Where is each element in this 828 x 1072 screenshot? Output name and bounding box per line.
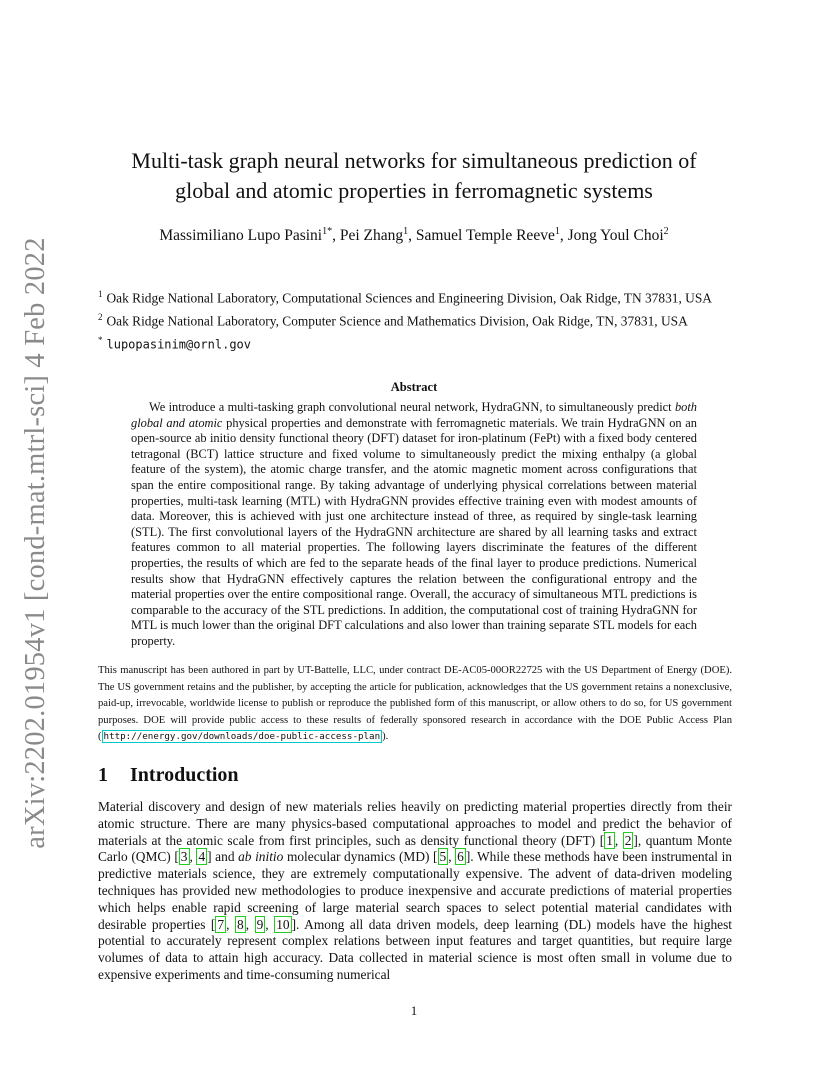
- citation-link[interactable]: 3: [180, 849, 188, 865]
- affiliation-1: [98, 286, 732, 307]
- title-line-2: global and atomic properties in ferromagnetic systems: [175, 178, 653, 203]
- author-name: Jong Youl Choi: [567, 227, 664, 245]
- body-text: ,: [245, 916, 255, 932]
- body-text: ], quantum Monte Carlo (QMC) [: [98, 832, 732, 865]
- author-affil-mark[interactable]: 1: [554, 226, 560, 237]
- affiliation-2: [98, 309, 732, 330]
- body-emphasis: ab initio: [238, 849, 284, 865]
- author-name: Pei Zhang: [339, 227, 404, 245]
- abstract-text: We introduce a multi-tasking graph convolutional neural network, HydraGNN, to simultaneously predict: [149, 400, 675, 414]
- citation-link[interactable]: 4: [198, 849, 206, 865]
- body-text: ] and: [207, 849, 239, 865]
- abstract-emphasis: both global and atomic: [131, 400, 697, 430]
- doe-notice: [98, 663, 732, 746]
- citation-link[interactable]: 10: [276, 916, 290, 932]
- introduction-paragraph: [98, 799, 732, 984]
- email-address[interactable]: lupopasinim@ornl.gov: [106, 337, 251, 352]
- citation-link[interactable]: 5: [439, 849, 447, 865]
- citation-link[interactable]: 8: [237, 916, 244, 932]
- body-text: ,: [189, 849, 197, 865]
- corresponding-author: [98, 332, 732, 353]
- author-separator: ,: [559, 227, 568, 245]
- author-separator: ,: [332, 227, 340, 245]
- section-number: 1: [98, 764, 108, 786]
- affiliation-text: Oak Ridge National Laboratory, Computer Science and Mathematics Division, Oak Ridge, TN, 37831, USA: [106, 313, 688, 329]
- author-affil-mark[interactable]: 1: [403, 226, 409, 237]
- author-affil-mark[interactable]: 2: [663, 226, 669, 237]
- title-line-1: Multi-task graph neural networks for simultaneous prediction of: [131, 148, 697, 173]
- doe-access-plan-link[interactable]: http://energy.gov/downloads/doe-public-access-plan: [103, 731, 381, 743]
- notice-text: This manuscript has been authored in part by UT-Battelle, LLC, under contract DE-AC05-00OR22725 with the US Department of Energy (DOE). The US government retains and the publisher, by accepting the article for publication, acknowledges that the US government retains a nonexclusive, paid-up, irrevocable, worldwide license to publish or reproduce the published form of this manuscript, or allow others to do so, for US government purposes. DOE will provide public access to these results of federally sponsored research in accordance with the DOE Public Access Plan (: [98, 665, 732, 743]
- body-text: ]. Among all data driven models, deep learning (DL) models have the highest potential to accurately represent complex relations between input features and target quantities, but require large volumes of data to attain high accuracy. Data collected in material science is most often small in volume due to expensive experiments and time-consuming numerical: [98, 916, 733, 982]
- citation-link[interactable]: 1: [606, 832, 613, 848]
- citation-link[interactable]: 2: [624, 832, 632, 848]
- body-text: ,: [226, 916, 235, 932]
- arxiv-identifier[interactable]: arXiv:2202.01954v1 [cond-mat.mtrl-sci] 4 Feb 2022: [20, 237, 51, 849]
- abstract-text: physical properties and demonstrate with ferromagnetic materials. We train HydraGNN on an open-source ab initio density functional theory (DFT) dataset for iron-platinum (FePt) with a fixed body centered tetragonal (BCT) lattice structure and fixed volume to simultaneously predict the mixing enthalpy (a global feature of the system), the atomic charge transfer, and the atomic magnetic moment across configurations that span the entire compositional range. By taking advantage of underlying physical correlations between material properties, multi-task learning (MTL) with HydraGNN provides effective training even with modest amounts of data. Moreover, this is achieved with just one architecture instead of three, as required by single-task learning (STL). The first convolutional layers of the HydraGNN architecture are shared by all learning tasks and extract features common to all material properties. The following layers discriminate the features of the different properties, the results of which are fed to the separate heads of the final layer to produce predictions. Numerical results show that HydraGNN effectively captures the relation between the configurational entropy and the material properties over the entire compositional range. Overall, the accuracy of simultaneous MTL predictions is comparable to the accuracy of the STL predictions. In addition, the computational cost of training HydraGNN for MTL is much lower than the original DFT calculations and also lower than training separate STL models for each property.: [131, 415, 698, 648]
- page-number: 1: [410, 1003, 418, 1018]
- citation-link[interactable]: 7: [217, 916, 225, 932]
- affiliation-mark: 2: [98, 311, 103, 322]
- body-text: Material discovery and design of new materials relies heavily on predicting material properties directly from their atomic structure. There are many physics-based computational approaches to model and predict the behavior of materials at the atomic scale from first principles, such as density functional theory (DFT) [: [98, 799, 732, 848]
- author-affil-mark: 1*: [322, 226, 333, 237]
- citation-link[interactable]: 6: [457, 849, 464, 865]
- arxiv-stamp: [16, 237, 56, 849]
- body-text: molecular dynamics (MD) [: [283, 849, 438, 865]
- affiliation-text: Oak Ridge National Laboratory, Computational Sciences and Engineering Division, Oak Ridge, TN 37831, USA: [106, 290, 712, 306]
- author-separator: ,: [408, 227, 416, 245]
- notice-text: ).: [382, 731, 389, 743]
- paper-title: [98, 146, 730, 206]
- body-text: ,: [448, 849, 456, 865]
- affiliation-mark: 1: [98, 289, 103, 299]
- author-name: Samuel Temple Reeve: [415, 227, 555, 245]
- author-name: Massimiliano Lupo Pasini: [159, 227, 323, 245]
- section-heading: [98, 764, 239, 787]
- body-text: ,: [265, 916, 275, 932]
- abstract-heading: Abstract: [390, 380, 438, 394]
- body-text: ,: [614, 832, 623, 848]
- citation-link[interactable]: 9: [256, 916, 264, 932]
- abstract-body: [131, 400, 697, 650]
- corresponding-mark: *: [98, 334, 103, 345]
- affiliations: [98, 286, 732, 355]
- body-text: ]. While these methods have been instrumental in predictive materials science, they are extremely computationally expensive. The advent of data-driven modeling techniques has provided new methodologies to produce inexpensive and accurate predictions of material properties which helps enable rapid screening of large material search spaces to select potential material candidates with desirable properties [: [98, 849, 732, 932]
- section-title: Introduction: [130, 764, 239, 786]
- author-list: [98, 222, 730, 246]
